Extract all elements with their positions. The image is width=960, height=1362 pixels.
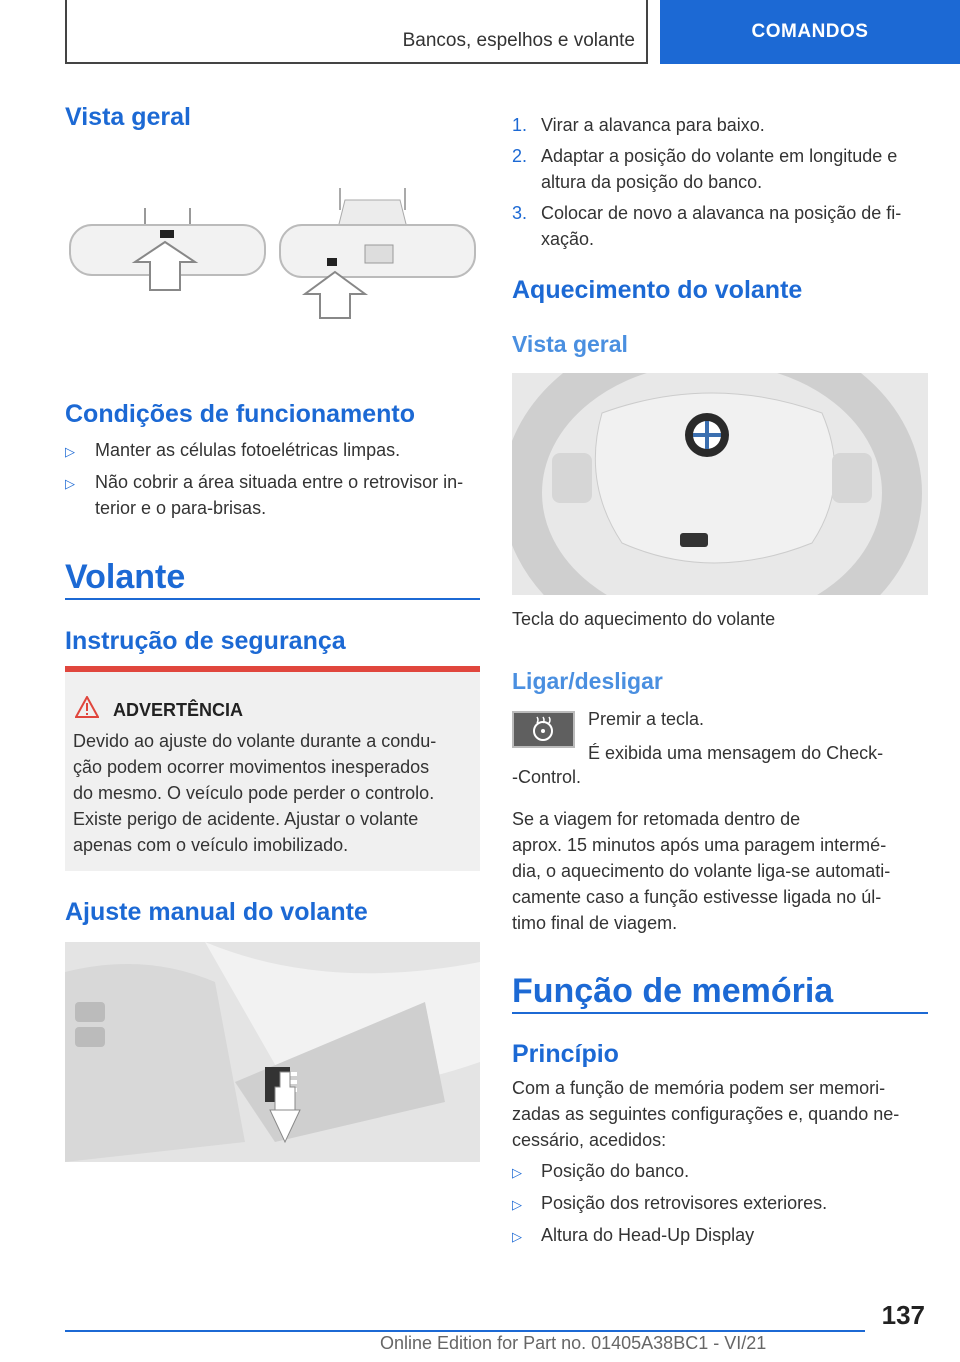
volante-heading: Volante — [65, 558, 186, 596]
instrucao-heading: Instrução de segurança — [65, 627, 346, 655]
aquecimento-heading: Aquecimento do volante — [512, 276, 803, 304]
steering-heat-button-icon[interactable] — [512, 711, 575, 748]
list-item: ▷ Não cobrir a área situada entre o retrovisor in- terior e o para-brisas. — [65, 472, 464, 518]
mirror-illustration — [65, 180, 480, 325]
ligar-desligar-heading: Ligar/desligar — [512, 668, 663, 694]
exibida-text: É exibida uma mensagem do Check- — [588, 743, 884, 763]
vista-geral-heading: Vista geral — [65, 103, 192, 131]
image-caption: Tecla do aquecimento do volante — [512, 609, 776, 629]
header-section-title: Bancos, espelhos e volante — [402, 30, 635, 51]
principio-paragraph: Com a função de memória podem ser memori- zadas as seguintes configurações e, quando ne- cessário, acedidos: — [512, 1078, 900, 1150]
bullet-triangle-icon: ▷ — [512, 1197, 522, 1212]
warning-icon — [75, 696, 99, 723]
steering-wheel-image — [512, 373, 928, 595]
footer-edition: Online Edition for Part no. 01405A38BC1 - VI/21 — [380, 1333, 767, 1353]
list-item: ▷ Posição dos retrovisores exteriores. — [512, 1190, 928, 1216]
vista-geral-heading-2: Vista geral — [512, 331, 628, 357]
steering-column-image — [65, 942, 480, 1162]
page-number: 137 — [881, 1300, 925, 1330]
header-tab[interactable]: COMANDOS — [660, 0, 960, 64]
paragraph-retomada: Se a viagem for retomada dentro de aprox. 15 minutos após uma paragem intermé- dia, o aquecimento do volante liga-se automati- camente caso a função estivesse ligada no úl- timo final de viagem. — [512, 809, 891, 933]
list-item: ▷ Manter as células fotoelétricas limpas. — [65, 437, 480, 463]
bullet-triangle-icon: ▷ — [512, 1229, 522, 1244]
footer-rule — [65, 1330, 865, 1332]
warning-box — [65, 666, 480, 871]
condicoes-heading: Condições de funcionamento — [65, 400, 416, 428]
warning-text: Devido ao ajuste do volante durante a condu- ção podem ocorrer movimentos inesperados do mesmo. O veículo pode perder o controlo. Existe perigo de acidente. Ajustar o volante apenas com o veículo imobilizado. — [73, 731, 437, 855]
warning-label: ADVERTÊNCIA — [113, 700, 244, 720]
step-item: 1. Virar a alavanca para baixo. — [512, 115, 765, 135]
principio-heading: Princípio — [512, 1040, 619, 1068]
list-item: ▷ Posição do banco. — [512, 1158, 928, 1184]
section-rule — [512, 1012, 928, 1014]
bullet-triangle-icon: ▷ — [65, 444, 75, 459]
premir-text: Premir a tecla. — [588, 709, 705, 729]
section-rule — [65, 598, 480, 600]
list-item: ▷ Altura do Head-Up Display — [512, 1222, 928, 1248]
step-item: 2. Adaptar a posição do volante em longitude e altura da posição do banco. — [512, 146, 898, 192]
memoria-heading: Função de memória — [512, 972, 834, 1010]
bullet-triangle-icon: ▷ — [512, 1165, 522, 1180]
control-text: -Control. — [512, 767, 582, 787]
ajuste-heading: Ajuste manual do volante — [65, 898, 368, 926]
step-item: 3. Colocar de novo a alavanca na posição de fi- xação. — [512, 203, 902, 249]
bullet-triangle-icon: ▷ — [65, 476, 75, 491]
